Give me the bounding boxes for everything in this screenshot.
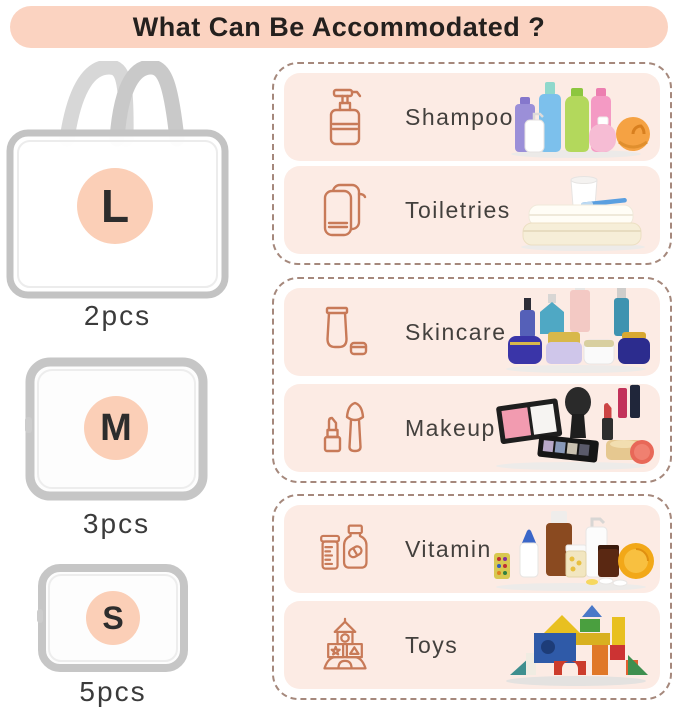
category-group-2 — [272, 277, 672, 483]
cream-tube-jar-icon — [317, 301, 373, 363]
pill-bottles-icon — [317, 518, 373, 580]
size-letter: S — [102, 599, 124, 636]
bag-large-count: 2pcs — [83, 300, 152, 331]
category-group-1 — [272, 62, 672, 265]
category-row-toys — [284, 601, 660, 689]
banner — [10, 6, 668, 48]
zipper-pull — [25, 417, 32, 433]
category-row-skincare — [284, 288, 660, 376]
size-letter: L — [100, 180, 130, 232]
banner-title: What Can Be Accommodated ? — [132, 11, 546, 42]
category-row-vitamin — [284, 505, 660, 593]
blocks-castle-icon — [317, 614, 373, 676]
category-label: Shampoo — [405, 103, 514, 130]
folded-towel-icon — [317, 179, 373, 241]
bag-medium — [25, 357, 208, 501]
shampoo-products-photo — [501, 74, 656, 159]
category-label: Toiletries — [405, 196, 511, 223]
category-row-toiletries — [284, 166, 660, 254]
category-row-makeup — [284, 384, 660, 472]
bag-small-count: 5pcs — [79, 676, 147, 707]
category-group-3 — [272, 494, 672, 700]
building-blocks-photo — [496, 601, 656, 687]
lipstick-brush-icon — [317, 397, 373, 459]
category-label: Makeup — [405, 414, 496, 441]
towels-cup-toothbrush-photo — [511, 167, 656, 252]
vitamin-bottles-photo — [486, 505, 656, 591]
size-badge-S — [86, 591, 140, 645]
makeup-products-photo — [486, 384, 656, 470]
size-letter: M — [100, 406, 132, 449]
category-row-shampoo — [284, 73, 660, 161]
skincare-products-photo — [496, 288, 656, 374]
size-badge-M — [84, 396, 148, 460]
zipper-pull — [37, 609, 43, 623]
bag-large — [5, 61, 230, 299]
category-label: Toys — [405, 631, 459, 658]
category-label: Vitamin — [405, 535, 492, 562]
category-label: Skincare — [405, 318, 507, 345]
bag-medium-count: 3pcs — [82, 508, 151, 539]
pump-bottle-icon — [317, 86, 373, 148]
bag-small — [37, 563, 189, 673]
size-badge-L — [77, 168, 153, 244]
